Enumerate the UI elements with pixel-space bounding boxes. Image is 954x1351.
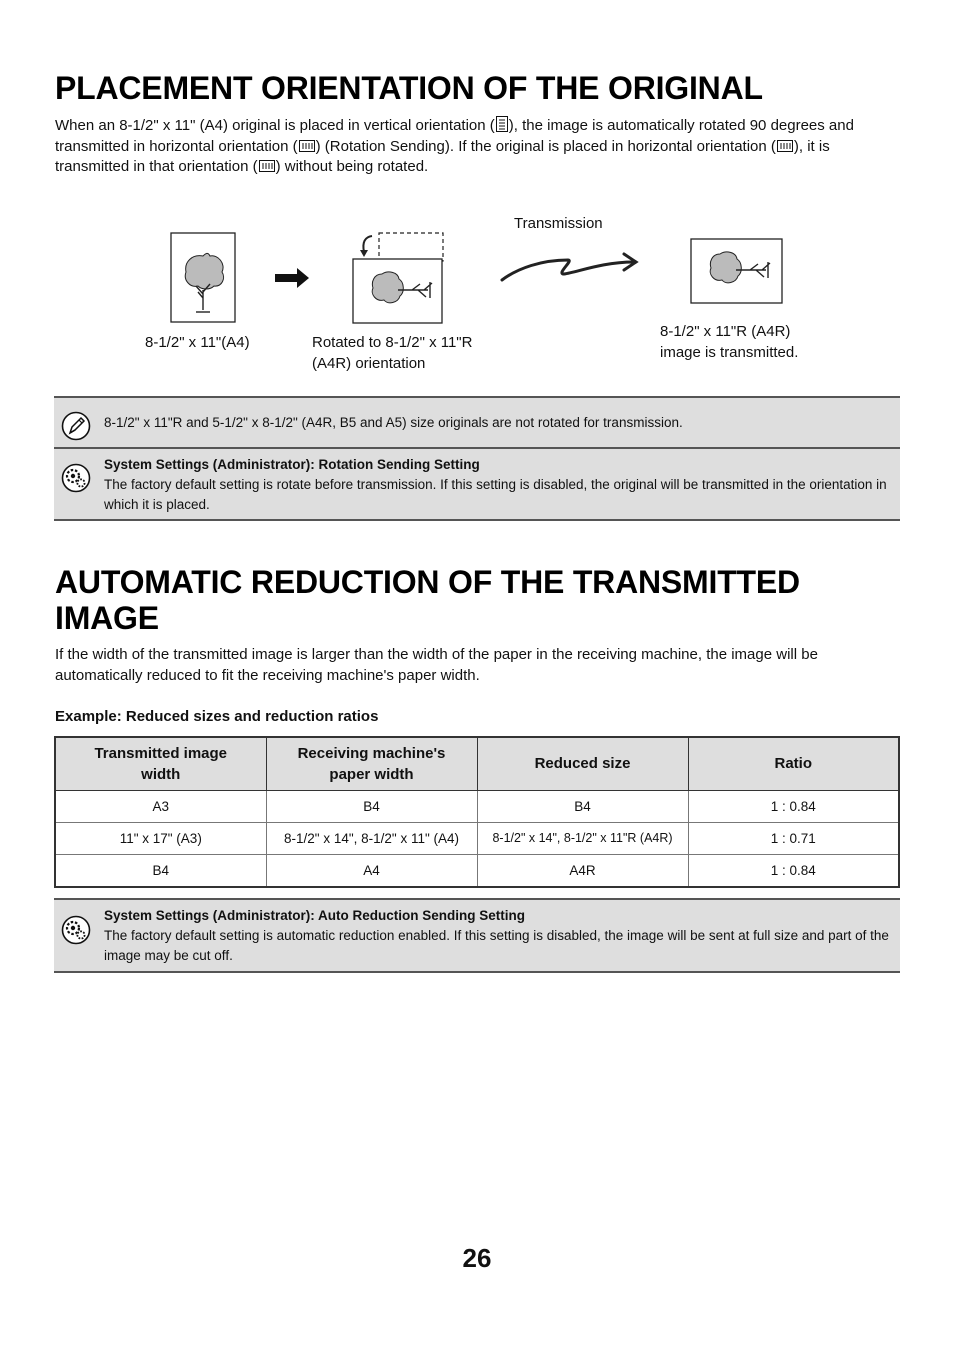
note-box-rotation-setting <box>54 447 900 521</box>
table-cell: B4 <box>266 790 477 822</box>
para-text-1: When an 8-1/2" x 11" (A4) original is placed in vertical orientation ( <box>55 117 495 134</box>
reduction-paragraph: If the width of the transmitted image is larger than the width of the paper in the receiving machine, the image will be automatically reduced to fit the receiving machine's paper width. <box>55 646 818 684</box>
landscape-document-icon <box>259 159 275 173</box>
column-header: Reduced size <box>477 737 688 790</box>
table-cell: A3 <box>55 790 266 822</box>
auto-reduction-note-content <box>104 906 894 966</box>
landscape-document-icon <box>299 139 315 153</box>
gear-icon <box>61 915 91 945</box>
page-number: 26 <box>462 1243 492 1273</box>
reduction-table <box>54 736 900 888</box>
header-line: width <box>141 765 181 783</box>
note-box-auto-reduction-setting <box>54 898 900 973</box>
column-header <box>55 737 266 790</box>
setting-title: System Settings (Administrator): Rotation Sending Setting <box>104 457 480 472</box>
column-header <box>266 737 477 790</box>
para-text-3: ) (Rotation Sending). If the original is placed in horizontal orientation ( <box>315 137 776 155</box>
table-row <box>55 790 899 822</box>
section-title-reduction-line2: IMAGE <box>55 600 159 636</box>
caption-rotated-line1: Rotated to 8-1/2" x 11"R <box>312 334 473 351</box>
table-cell: 8-1/2" x 14", 8-1/2" x 11"R (A4R) <box>477 822 688 854</box>
caption-rotated-line2: (A4R) orientation <box>312 355 426 372</box>
transmission-label: Transmission <box>514 215 603 232</box>
para-text-4: ), it is transmitted in that orientation ( <box>55 137 830 175</box>
para-text-2: ), the image is automatically rotated 90 degrees and transmitted in horizontal orientation ( <box>55 117 854 155</box>
note-box-rotation <box>54 396 900 449</box>
table-cell: 8-1/2" x 14", 8-1/2" x 11" (A4) <box>266 822 477 854</box>
table-cell: 1 : 0.71 <box>688 822 899 854</box>
section-title-placement: PLACEMENT ORIENTATION OF THE ORIGINAL <box>55 70 763 106</box>
caption-rotated <box>312 332 472 374</box>
table-cell: 1 : 0.84 <box>688 790 899 822</box>
table-cell: B4 <box>477 790 688 822</box>
caption-transmitted-line1: 8-1/2" x 11"R (A4R) <box>660 323 791 340</box>
table-row <box>55 854 899 887</box>
column-header: Ratio <box>688 737 899 790</box>
caption-transmitted-line2: image is transmitted. <box>660 344 799 361</box>
table-cell: A4R <box>477 854 688 887</box>
setting-description: The factory default setting is rotate before transmission. If this setting is disabled, the original will be transmitted in the orientation in which it is placed. <box>104 477 887 512</box>
caption-transmitted <box>660 321 798 363</box>
setting-title: System Settings (Administrator): Auto Reduction Sending Setting <box>104 908 526 923</box>
caption-original: 8-1/2" x 11"(A4) <box>145 334 250 351</box>
table-cell: 11" x 17" (A3) <box>55 822 266 854</box>
table-cell: 1 : 0.84 <box>688 854 899 887</box>
para-text-5: ) without being rotated. <box>275 158 429 175</box>
placement-paragraph <box>55 116 905 178</box>
rotation-diagram <box>0 200 954 390</box>
header-line: Receiving machine's <box>297 744 446 762</box>
rotated-page <box>352 230 446 326</box>
pencil-icon <box>61 411 91 441</box>
setting-description: The factory default setting is automatic reduction enabled. If this setting is disabled, the image will be sent at full size and part of the image may be cut off. <box>104 928 889 963</box>
table-cell: B4 <box>55 854 266 887</box>
portrait-original-page <box>170 232 237 324</box>
section-title-reduction <box>55 564 800 636</box>
landscape-document-icon <box>777 139 793 153</box>
transmission-arrow-icon <box>498 244 643 286</box>
gear-icon <box>61 463 91 493</box>
transmitted-page <box>690 238 784 305</box>
section-title-reduction-line1: AUTOMATIC REDUCTION OF THE TRANSMITTED <box>55 564 800 600</box>
note-text: 8-1/2" x 11"R and 5-1/2" x 8-1/2" (A4R, B5 and A5) size originals are not rotated for transmission. <box>104 415 683 430</box>
table-header-row <box>55 737 899 790</box>
right-arrow-icon <box>275 266 311 290</box>
setting-note-content <box>104 455 889 515</box>
table-cell: A4 <box>266 854 477 887</box>
example-heading: Example: Reduced sizes and reduction ratios <box>55 708 379 725</box>
header-line: paper width <box>329 765 414 783</box>
header-line: Transmitted image <box>94 744 228 762</box>
portrait-document-icon <box>496 116 508 132</box>
table-row <box>55 822 899 854</box>
